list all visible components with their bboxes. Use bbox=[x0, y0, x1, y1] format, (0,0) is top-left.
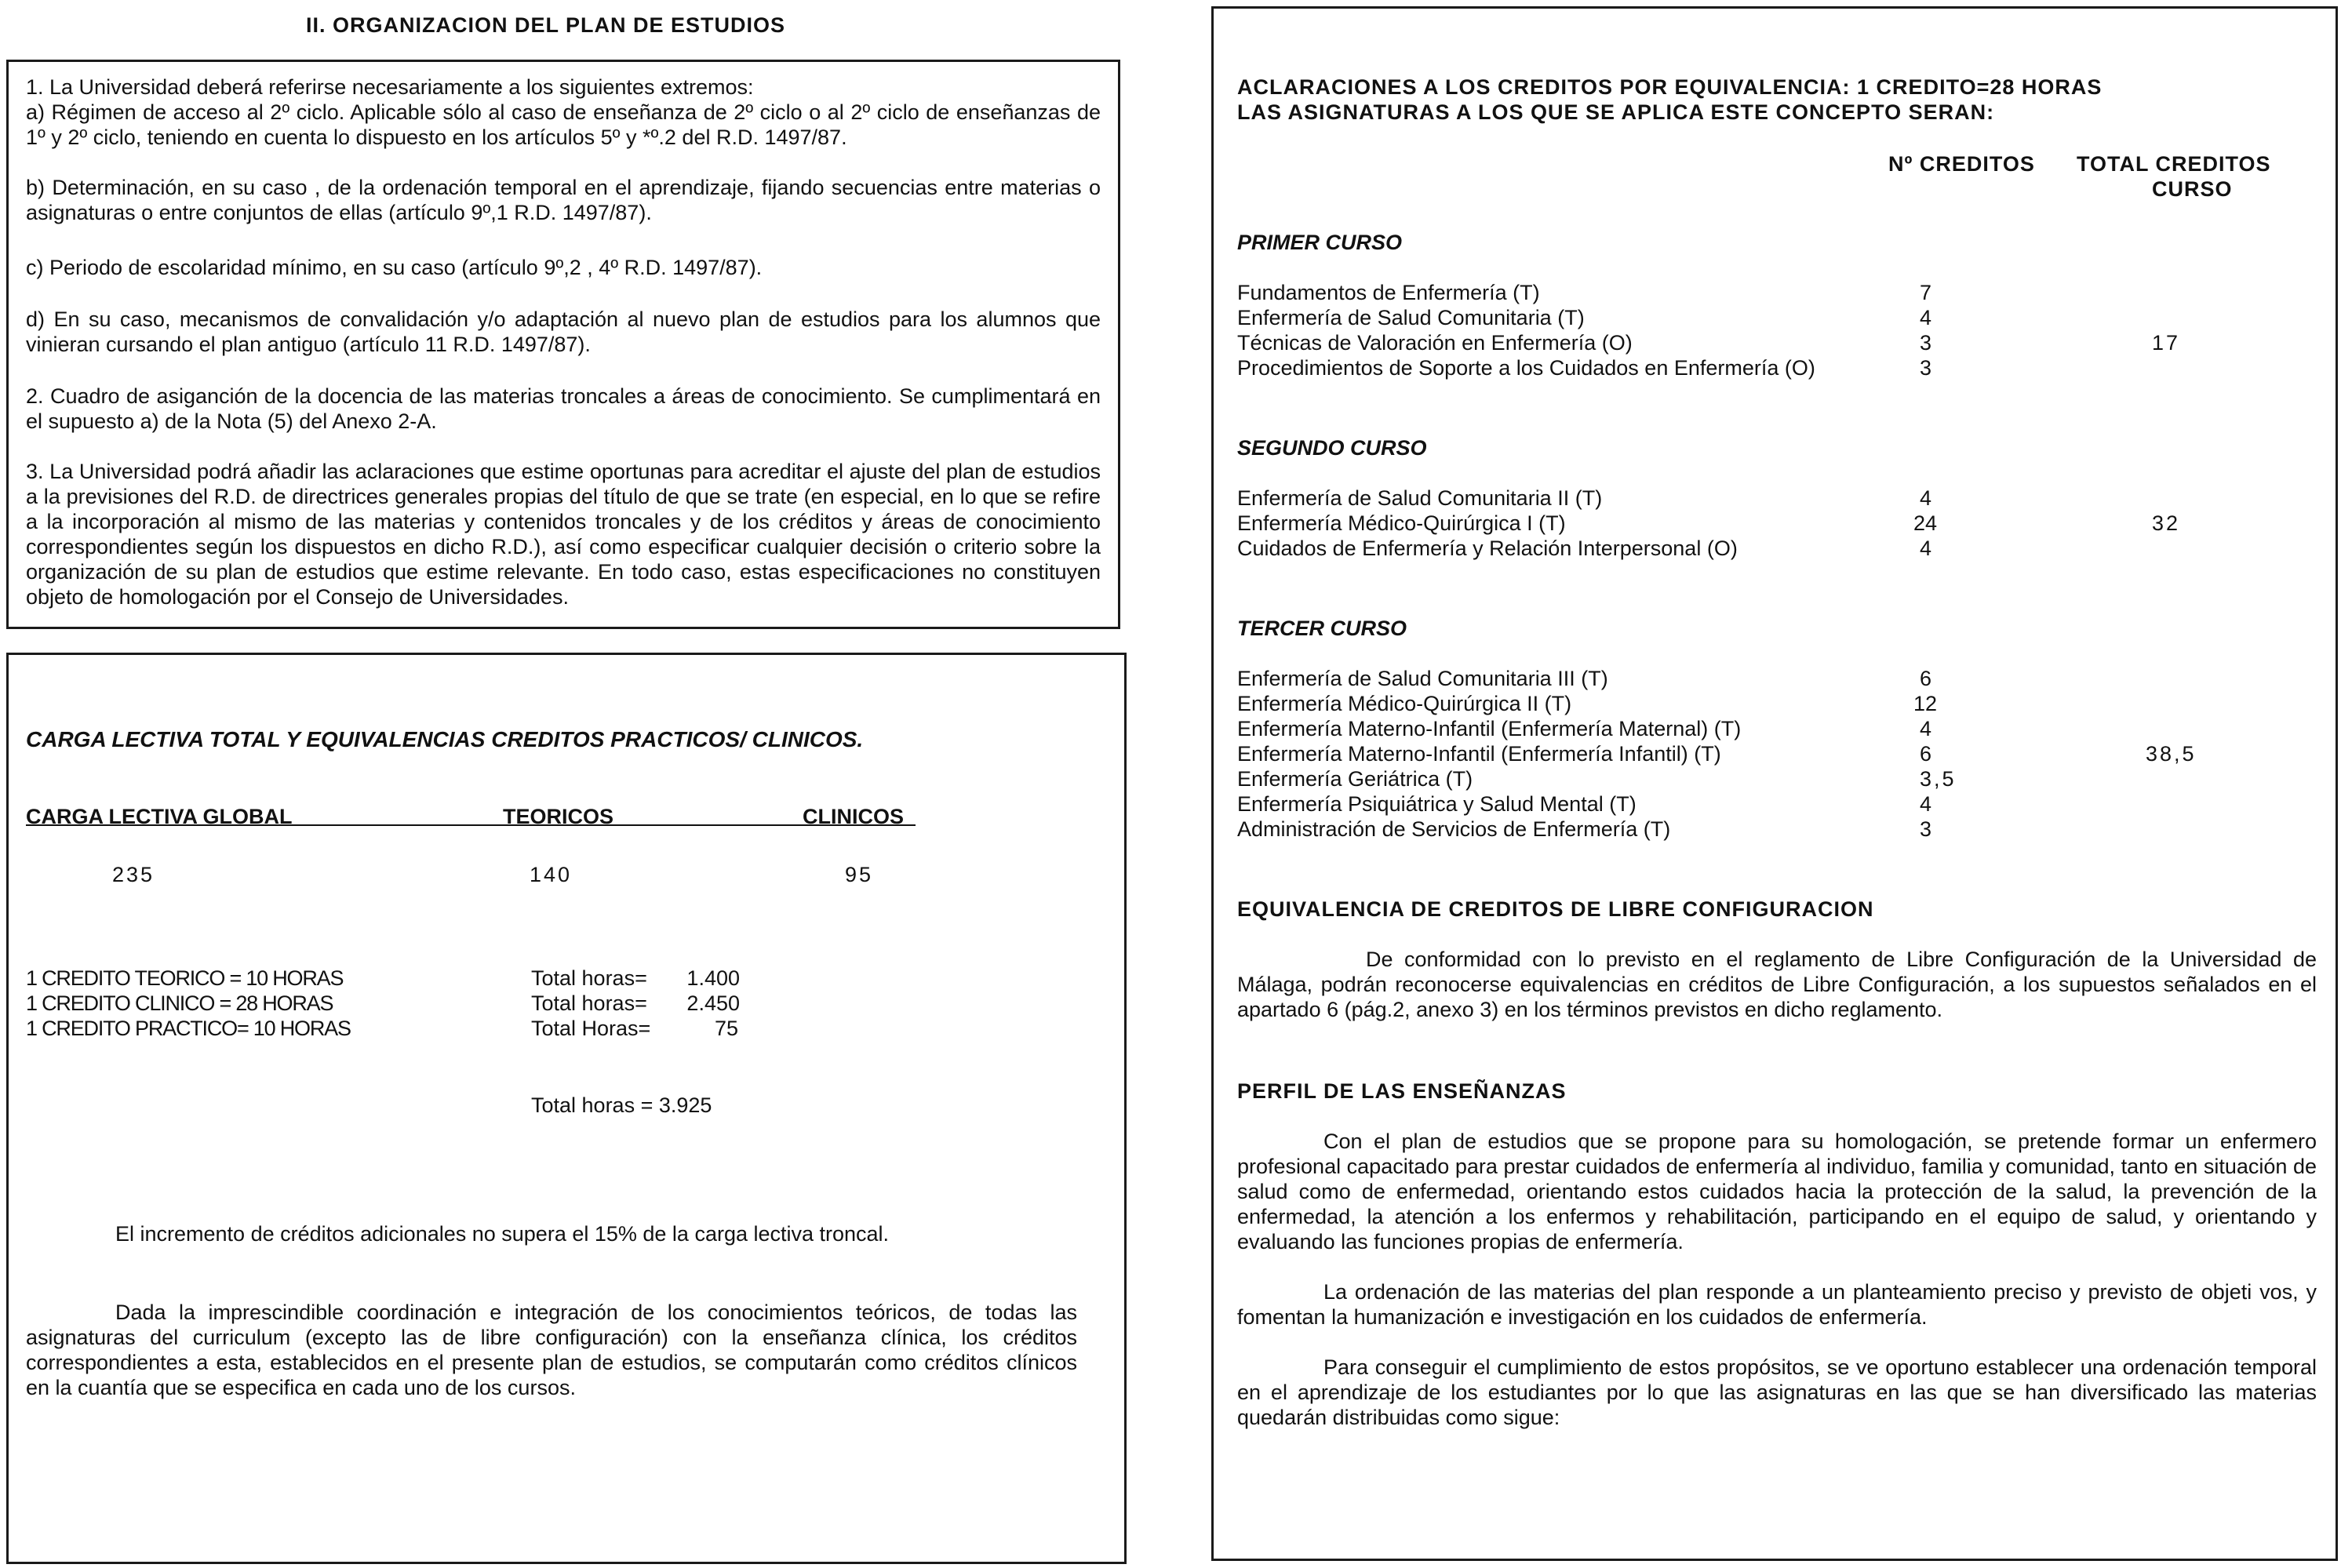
equiv-total-value-clinico: 2.450 bbox=[686, 991, 740, 1015]
value-teoricos: 140 bbox=[530, 863, 573, 886]
subject-name: Procedimientos de Soporte a los Cuidados en Enfermería (O) bbox=[1237, 356, 1815, 380]
requirement-b: b) Determinación, en su caso , de la ordenación temporal en el aprendizaje, fijando secuencias entre materias o asignaturas o entre conjuntos de ellas (artículo 9º,1 R.D. 1497/87). bbox=[26, 176, 1101, 224]
course-total-1: 17 bbox=[2152, 331, 2181, 355]
col-total-header-1: TOTAL CREDITOS bbox=[2077, 152, 2271, 176]
subject-credits: 4 bbox=[1920, 537, 1932, 560]
workload-box bbox=[6, 653, 1127, 1564]
subject-credits: 3,5 bbox=[1920, 767, 1957, 791]
requirements-intro: 1. La Universidad deberá referirse necesariamente a los siguientes extremos: bbox=[26, 75, 754, 99]
equiv-total-value-practico: 75 bbox=[714, 1017, 738, 1040]
subject-credits: 24 bbox=[1913, 511, 1938, 535]
course-title-3: TERCER CURSO bbox=[1237, 617, 1407, 640]
credits-heading-2: LAS ASIGNATURAS A LOS QUE SE APLICA ESTE CONCEPTO SERAN: bbox=[1237, 100, 1995, 124]
perfil-title: PERFIL DE LAS ENSEÑANZAS bbox=[1237, 1079, 1567, 1103]
subject-name: Administración de Servicios de Enfermería (T) bbox=[1237, 817, 1671, 841]
subject-name: Enfermería Psiquiátrica y Salud Mental (T) bbox=[1237, 792, 1637, 816]
subject-credits: 12 bbox=[1913, 692, 1938, 715]
course-total-2: 32 bbox=[2152, 511, 2181, 535]
subject-name: Fundamentos de Enfermería (T) bbox=[1237, 281, 1540, 304]
subject-credits: 4 bbox=[1920, 306, 1932, 329]
subject-credits: 6 bbox=[1920, 742, 1932, 766]
value-global: 235 bbox=[112, 863, 155, 886]
subject-name: Enfermería de Salud Comunitaria III (T) bbox=[1237, 667, 1608, 690]
equiv-label-clinico: 1 CREDITO CLINICO = 28 HORAS bbox=[26, 991, 333, 1015]
col-total-header-2: CURSO bbox=[2152, 177, 2233, 201]
subject-name: Enfermería de Salud Comunitaria II (T) bbox=[1237, 486, 1603, 510]
header-teoricos: TEORICOS bbox=[503, 805, 614, 828]
requirement-2: 2. Cuadro de asiganción de la docencia de las materias troncales a áreas de conocimiento. Se cumplimentará en el supuesto a) de la Nota (5) del Anexo 2-A. bbox=[26, 384, 1101, 433]
equiv-total-label-teorico: Total horas= bbox=[531, 966, 647, 990]
subject-credits: 3 bbox=[1920, 331, 1932, 355]
subject-credits: 4 bbox=[1920, 486, 1932, 510]
requirement-d: d) En su caso, mecanismos de convalidación y/o adaptación al nuevo plan de estudios para los alumnos que vinieran cursando el plan antiguo (artículo 11 R.D. 1497/87). bbox=[26, 307, 1101, 356]
requirements-box bbox=[6, 60, 1120, 629]
perfil-paragraph-3: Para conseguir el cumplimiento de estos propósitos, se ve oportuno establecer una ordenación temporal en el aprendizaje de los estudiantes por lo que las asignaturas en las que se han diversificado las materias quedarán distribuidas como sigue: bbox=[1237, 1355, 2317, 1429]
header-clinicos: CLINICOS bbox=[803, 805, 905, 828]
equiv-label-teorico: 1 CREDITO TEORICO = 10 HORAS bbox=[26, 966, 344, 990]
equiv-total-label-clinico: Total horas= bbox=[531, 991, 647, 1015]
requirement-3: 3. La Universidad podrá añadir las aclaraciones que estime oportunas para acreditar el ajuste del plan de estudios a la previsiones del R.D. de directrices generales propias del título de que se trate (en especial, en lo que se refire a la incorporación al mismo de las materias y contenidos troncales y de los créditos y áreas de conocimiento correspondientes según los dispuestos en dicho R.D.), así como especificar cualquier decisión o criterio sobre la organización de su plan de estudios que estime relevante. En todo caso, estas especificaciones no constituyen objeto de homologación por el Consejo de Universidades. bbox=[26, 460, 1101, 609]
subject-name: Enfermería Materno-Infantil (Enfermería Maternal) (T) bbox=[1237, 717, 1742, 740]
coordination-note: Dada la imprescindible coordinación e integración de los conocimientos teóricos, de todas las asignaturas del curriculum (excepto las de libre configuración) con la enseñanza clínica, los créditos correspondientes a esta, establecidos en el presente plan de estudios, se computarán como créditos clínicos en la cuantía que se especifica en cada uno de los cursos. bbox=[26, 1301, 1077, 1399]
course-total-3: 38,5 bbox=[2146, 742, 2197, 766]
subject-name: Cuidados de Enfermería y Relación Interpersonal (O) bbox=[1237, 537, 1738, 560]
equiv-label-practico: 1 CREDITO PRACTICO= 10 HORAS bbox=[26, 1017, 351, 1040]
value-clinicos: 95 bbox=[845, 863, 874, 886]
subject-credits: 7 bbox=[1920, 281, 1932, 304]
subject-name: Técnicas de Valoración en Enfermería (O) bbox=[1237, 331, 1633, 355]
subject-name: Enfermería Médico-Quirúrgica II (T) bbox=[1237, 692, 1572, 715]
subject-name: Enfermería de Salud Comunitaria (T) bbox=[1237, 306, 1585, 329]
equiv-total-value-teorico: 1.400 bbox=[686, 966, 740, 990]
col-credits-header: Nº CREDITOS bbox=[1888, 152, 2035, 176]
subject-name: Enfermería Geriátrica (T) bbox=[1237, 767, 1473, 791]
subject-name: Enfermería Materno-Infantil (Enfermería Infantil) (T) bbox=[1237, 742, 1721, 766]
grand-total: Total horas = 3.925 bbox=[531, 1093, 712, 1117]
section-title: II. ORGANIZACION DEL PLAN DE ESTUDIOS bbox=[306, 13, 786, 37]
libre-text: De conformidad con lo previsto en el reglamento de Libre Configuración de la Universidad de Málaga, podrán reconocerse equivalencias en créditos de Libre Configuración, a los supuestos señalados en el apartado 6 (pág.2, anexo 3) en los términos previstos en dicho reglamento. bbox=[1237, 948, 2317, 1021]
perfil-paragraph-1: Con el plan de estudios que se propone para su homologación, se pretende formar un enfermero profesional capacitado para prestar cuidados de enfermería al individuo, familia y comunidad, tanto en situación de salud como de enfermedad, orientando estos cuidados hacia la protección de la salud, la prevención de la enfermedad, la atención a los enfermos y rehabilitación, participando en el equipo de salud, y orientando y evaluando las funciones propias de enfermería. bbox=[1237, 1130, 2317, 1253]
workload-title: CARGA LECTIVA TOTAL Y EQUIVALENCIAS CREDITOS PRACTICOS/ CLINICOS. bbox=[26, 727, 864, 751]
requirement-c: c) Periodo de escolaridad mínimo, en su caso (artículo 9º,2 , 4º R.D. 1497/87). bbox=[26, 256, 763, 279]
course-title-2: SEGUNDO CURSO bbox=[1237, 436, 1427, 460]
increment-note: El incremento de créditos adicionales no supera el 15% de la carga lectiva troncal. bbox=[115, 1222, 890, 1246]
course-title-1: PRIMER CURSO bbox=[1237, 231, 1403, 254]
credits-heading-1: ACLARACIONES A LOS CREDITOS POR EQUIVALENCIA: 1 CREDITO=28 HORAS bbox=[1237, 75, 2103, 99]
subject-credits: 4 bbox=[1920, 717, 1932, 740]
perfil-paragraph-2: La ordenación de las materias del plan responde a un planteamiento preciso y previsto de objeti vos, y fomentan la humanización e investigación en los cuidados de enfermería. bbox=[1237, 1280, 2317, 1329]
subject-credits: 4 bbox=[1920, 792, 1932, 816]
libre-title: EQUIVALENCIA DE CREDITOS DE LIBRE CONFIGURACION bbox=[1237, 897, 1874, 921]
equiv-total-label-practico: Total Horas= bbox=[531, 1017, 651, 1040]
credits-box bbox=[1211, 6, 2338, 1561]
subject-credits: 3 bbox=[1920, 356, 1932, 380]
requirement-a: a) Régimen de acceso al 2º ciclo. Aplicable sólo al caso de enseñanza de 2º ciclo o al 2º ciclo de enseñanzas de 1º y 2º ciclo, teniendo en cuenta lo dispuesto en los artículos 5º y *º.2 del R.D. 1497/87. bbox=[26, 100, 1101, 149]
subject-credits: 3 bbox=[1920, 817, 1932, 841]
subject-name: Enfermería Médico-Quirúrgica I (T) bbox=[1237, 511, 1566, 535]
header-global: CARGA LECTIVA GLOBAL bbox=[26, 805, 293, 828]
subject-credits: 6 bbox=[1920, 667, 1932, 690]
